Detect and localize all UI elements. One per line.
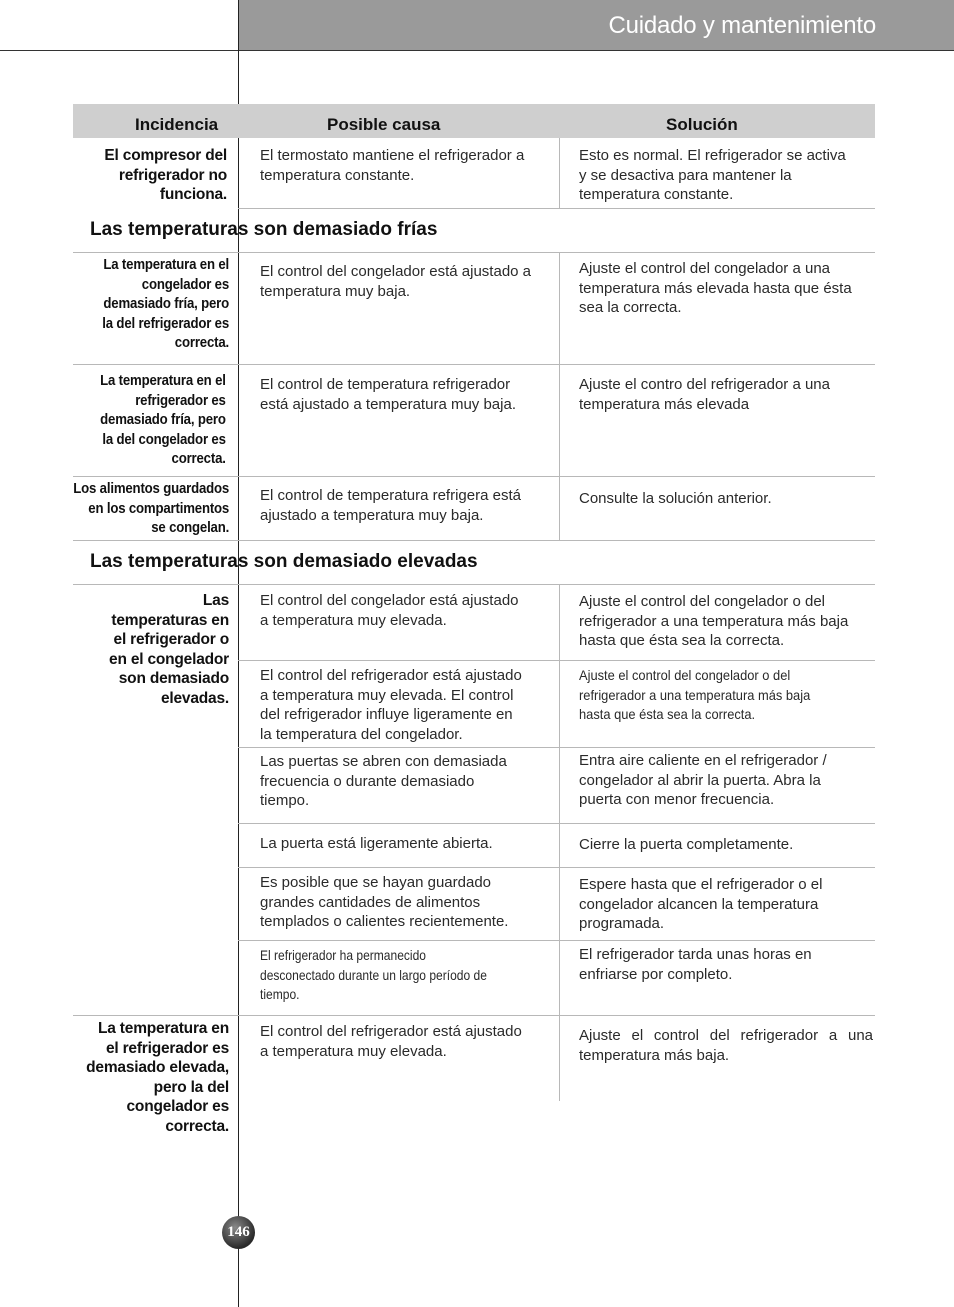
causa-elevada-6: El refrigerador ha permanecido desconectado durante un largo período de tiempo. [260,947,487,1002]
solucion-refrigerador-elevada: Ajuste el control del refrigerador a una temperatura más baja. [579,1027,873,1064]
solucion-elevada-2: Ajuste el control del congelador o del refrigerador a una temperatura más baja hasta que ésta sea la correcta. [579,667,811,722]
solucion-congelador-fria: Ajuste el control del congelador a una temperatura más elevada hasta que ésta sea la correcta. [579,260,852,316]
row-divider [238,940,875,941]
causa-compresor: El termostato mantiene el refrigerador a temperatura constante. [260,147,525,184]
row-divider [73,584,875,585]
solucion-elevada-6: El refrigerador tarda unas horas en enfriarse por completo. [579,946,812,983]
solucion-elevada-4: Cierre la puerta completamente. [579,836,794,853]
incidencia-refrigerador-fria: La temperatura en el refrigerador es demasiado fría, pero la del congelador es correcta. [100,372,226,467]
column-divider [559,252,560,364]
header-divider [0,50,954,51]
row-divider [238,208,875,209]
causa-refrigerador-fria: El control de temperatura refrigerador está ajustado a temperatura muy baja. [260,376,516,413]
solucion-elevada-5: Espere hasta que el refrigerador o el congelador alcancen la temperatura programada. [579,876,823,932]
column-header-incidencia: Incidencia [135,115,219,134]
row-divider [73,364,875,365]
section-title-elevadas: Las temperaturas son demasiado elevadas [90,551,478,572]
section-title-frias: Las temperaturas son demasiado frías [90,219,438,240]
column-divider [559,364,560,476]
causa-congelador-fria: El control del congelador está ajustado a temperatura muy baja. [260,263,532,300]
page-title: Cuidado y mantenimiento [608,12,876,39]
column-divider [559,1015,560,1101]
row-divider [73,476,875,477]
column-divider [559,476,560,540]
causa-alimentos-congelan: El control de temperatura refrigera está ajustado a temperatura muy baja. [260,487,521,524]
row-divider [73,1015,875,1016]
causa-elevada-2: El control del refrigerador está ajustado a temperatura muy elevada. El control del refrigerador influye ligeramente en la temperatura del congelador. [260,667,522,743]
solucion-refrigerador-fria: Ajuste el contro del refrigerador a una temperatura más elevada [579,376,830,413]
causa-elevada-3: Las puertas se abren con demasiada frecuencia o durante demasiado tiempo. [260,753,507,809]
column-divider [559,584,560,1015]
row-divider [73,540,875,541]
causa-elevada-4: La puerta está ligeramente abierta. [260,835,493,852]
causa-refrigerador-elevada: El control del refrigerador está ajustado a temperatura muy elevada. [260,1023,522,1060]
column-header-solucion: Solución [666,115,738,134]
row-divider [238,660,875,661]
solucion-elevada-3: Entra aire caliente en el refrigerador / congelador al abrir la puerta. Abra la puerta con menor frecuencia. [579,752,827,808]
row-divider [238,747,875,748]
header-band [238,0,954,50]
incidencia-alimentos-congelan: Los alimentos guardados en los compartimentos se congelan. [73,480,229,536]
page-number-badge: 146 [222,1216,255,1249]
column-divider [559,138,560,208]
solucion-alimentos-congelan: Consulte la solución anterior. [579,490,772,507]
causa-elevada-1: El control del congelador está ajustado a temperatura muy elevada. [260,592,519,629]
row-divider [238,823,875,824]
row-divider [73,252,875,253]
incidencia-congelador-fria: La temperatura en el congelador es demasiado fría, pero la del refrigerador es correcta. [102,256,229,351]
incidencia-temperaturas-elevadas: Las temperaturas en el refrigerador o en el congelador son demasiado elevadas. [109,592,229,707]
table-header [73,104,875,138]
incidencia-compresor: El compresor del refrigerador no funciona. [104,147,227,203]
causa-elevada-5: Es posible que se hayan guardado grandes cantidades de alimentos templados o calientes recientemente. [260,874,509,930]
margin-rule [238,0,239,1307]
column-header-causa: Posible causa [327,115,441,134]
incidencia-refrigerador-elevada: La temperatura en el refrigerador es demasiado elevada, pero la del congelador es correcta. [86,1020,229,1135]
row-divider [238,867,875,868]
solucion-compresor: Esto es normal. El refrigerador se activa y se desactiva para mantener la temperatura constante. [579,147,846,203]
solucion-elevada-1: Ajuste el control del congelador o del refrigerador a una temperatura más baja hasta que ésta sea la correcta. [579,593,849,649]
